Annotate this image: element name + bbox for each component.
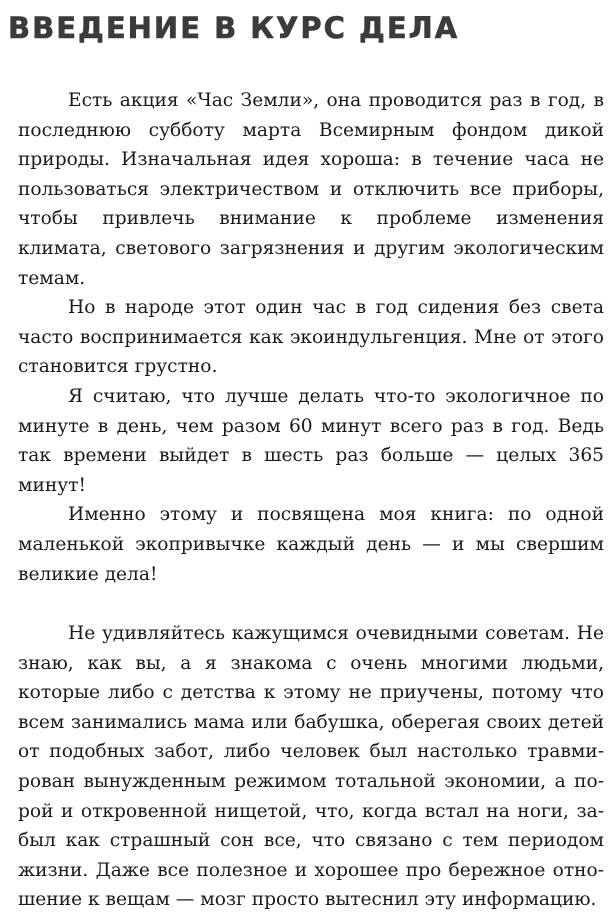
chapter-body	[18, 86, 604, 915]
section-break	[18, 589, 604, 619]
paragraph-book-purpose: Именно этому и посвящена моя книга: по одной маленькой экопривычке каждый день — и мы свершим великие дела!	[18, 504, 604, 585]
paragraph-earth-hour: Есть акция «Час Земли», она проводится раз в год, в последнюю субботу марта Всемирным фондом дикой природы. Изначальная идея хороша: в течение часа не пользоваться электричеством и отключить все приборы, чтобы привлечь внимание к проблеме изменения климата, светового загрязнения и другим экологическим темам.	[18, 90, 604, 289]
paragraph-indulgence: Но в народе этот один час в год сидения без света часто воспринимается как экоиндульгенция. Мне от этого становится грустно.	[18, 297, 604, 378]
chapter-heading: ВВЕДЕНИЕ В КУРС ДЕЛА	[8, 11, 460, 45]
paragraph-obvious-advice: Не удивляйтесь кажущимся очевидными советам. Не знаю, как вы, а я знакома с очень многими людьми, которые либо с детства к этому не приучены, потому что всем занимались мама или бабушка, оберегая своих детей от подобных забот, либо человек был настолько травмирован вынужденным режимом тотальной экономии, а порой и откровенной нищетой, что, когда встал на ноги, забыл как страшный сон все, что связано с тем периодом жизни. Даже все полезное и хорошее про бережное отношение к вещам — мозг просто вытеснил эту информацию.	[18, 623, 604, 911]
paragraph-minute-a-day: Я считаю, что лучше делать что-то экологичное по минуте в день, чем разом 60 минут всего раз в год. Ведь так времени выйдет в шесть раз больше — целых 365 минут!	[18, 385, 604, 496]
